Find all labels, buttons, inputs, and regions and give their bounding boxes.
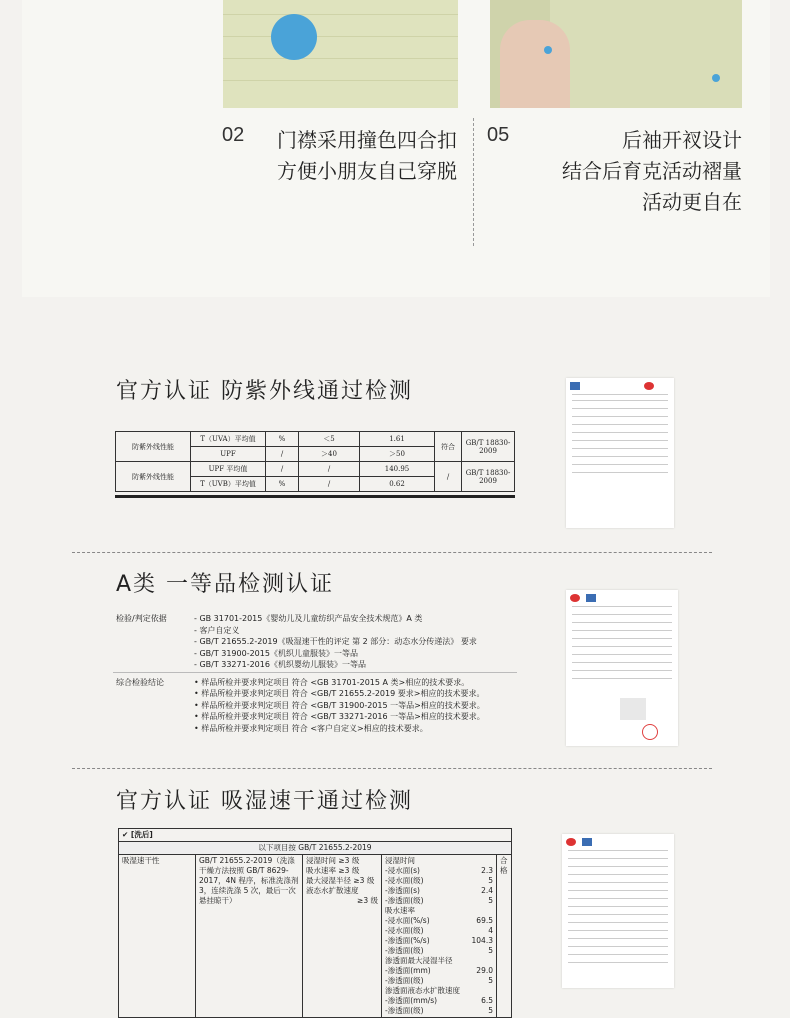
feature-caption-right-3: 活动更自在 [642,190,742,214]
uv-report-thumbnail [566,378,674,528]
feature-caption-left-1: 门襟采用撞色四合扣 [277,128,457,152]
result-value: 69.5 [476,916,493,925]
section-divider [72,552,712,553]
result-value: 2.4 [481,886,493,895]
result-label: -渗透面(s) [385,886,420,895]
grade-report-thumbnail [566,590,678,746]
seal-icon [642,724,658,740]
result-label: 渗透面最大浸湿半径 [385,956,453,965]
table-cell: GB/T 18830-2009 [462,462,515,492]
list-item: 吸水速率 ≥3 级 [306,866,360,875]
sleeve-photo [490,0,742,108]
quick-dry-report-thumbnail [562,834,674,988]
table-cell: UPF [191,447,266,462]
table-cell: / [266,447,299,462]
list-item: GB/T 21655.2-2019《吸湿速干性的评定 第 2 部分：动态水分传递法》 要求 [199,637,477,646]
table-cell: ＞40 [299,447,360,462]
table-cell: ＞50 [360,447,435,462]
section-divider [72,768,712,769]
table-cell: % [266,432,299,447]
result-value: 5 [488,896,493,905]
result-label: -渗透面(%/s) [385,936,430,945]
list-item: GB/T 31900-2015《机织儿童服装》一等品 [199,648,358,658]
feature-caption-right-1: 后袖开衩设计 [622,128,742,152]
result-value: 6.5 [481,996,493,1005]
table-cell: 防紫外线性能 [116,432,191,462]
list-item: 样品所检并要求判定项目 符合 <客户自定义>相应的技术要求。 [201,723,428,733]
result-label: -渗透面(级) [385,1006,424,1015]
snap-button-icon [544,46,552,54]
basis-label: 检验/判定依据 [116,614,167,623]
result-value: 4 [488,926,493,935]
requirements [303,855,382,1018]
table-cell: 符合 [435,432,462,462]
quick-dry-table [118,828,512,1018]
list-item: 液态水扩散速度 [306,886,359,895]
feature-divider [473,118,474,246]
result-label: -渗透面(mm/s) [385,996,438,1005]
result-label: -渗透面(mm) [385,966,431,975]
table-cell: 防紫外线性能 [116,462,191,492]
list-item: ≥3 级 [357,896,378,905]
result-label: 渗透面液态水扩散速度 [385,986,460,995]
conclusion-list: • 样品所检并要求判定项目 符合 <GB 31701-2015 A 类>相应的技术要求。 • 样品所检并要求判定项目 符合 <GB/T 21655.2-2019 要求>相应的技术要求。 • 样品所检并要求判定项目 符合 <GB/T 31900-2015 一等品>相应的技术要求。 • 样品所检并要求判定项目 符合 <GB/T 33271-2016 一等品>相应的技术要求。 • 样品所检并要求判定项目 符合 <客户自定义>相应的技术要求。 [194,677,485,733]
placket-photo [223,0,458,108]
snap-button-icon [271,14,317,60]
table-cell: ＜5 [299,432,360,447]
result-label: -浸水面(%/s) [385,916,430,925]
table-cell: UPF 平均值 [191,462,266,477]
section-title-quick-dry: 官方认证 吸湿速干通过检测 [116,789,413,814]
list-item: 样品所检并要求判定项目 符合 <GB/T 21655.2-2019 要求>相应的技术要求。 [201,689,485,698]
uv-test-table [115,431,515,492]
feature-number-right: 05 [487,124,510,146]
result-label: -浸水面(级) [385,926,424,935]
result-value: 104.3 [471,936,493,945]
result-value: 5 [488,976,493,985]
section-title-a-class: A类 一等品检测认证 [116,572,335,597]
list-item: 最大浸湿半径 ≥3 级 [306,876,375,885]
grade-test-table [113,612,517,735]
list-item: 样品所检并要求判定项目 符合 <GB/T 31900-2015 一等品>相应的技术要求。 [201,700,485,710]
table-cell: % [266,477,299,492]
table-cell: T（UVA）平均值 [191,432,266,447]
verdict: 合格 [497,855,512,1018]
snap-button-icon [712,74,720,82]
table-cell: / [435,462,462,492]
section-title-uv: 官方认证 防紫外线通过检测 [116,379,413,404]
result-value: 5 [488,946,493,955]
conclusion-label: 综合检验结论 [116,677,164,687]
result-value: 5 [488,876,493,885]
table-cell: 0.62 [360,477,435,492]
basis-list: - GB 31701-2015《婴幼儿及儿童纺织产品安全技术规范》A 类 - 客户自定义 - GB/T 21655.2-2019《吸湿速干性的评定 第 2 部分：动态水分传递法》 要求 - GB/T 31900-2015《机织儿童服装》一等品 - GB/T 33271-2016《机织婴幼儿服装》一等品 [194,614,477,669]
result-value: 29.0 [476,966,493,975]
list-item: 样品所检并要求判定项目 符合 <GB/T 33271-2016 一等品>相应的技术要求。 [201,712,485,721]
list-item: 浸湿时间 ≥3 级 [306,856,360,865]
list-item: 样品所检并要求判定项目 符合 <GB 31701-2015 A 类>相应的技术要求。 [201,677,470,687]
result-label: -浸水面(级) [385,876,424,885]
table-cell: 1.61 [360,432,435,447]
feature-caption-left-2: 方便小朋友自己穿脱 [277,159,457,183]
result-label: 浸湿时间 [385,856,415,865]
list-item: GB 31701-2015《婴幼儿及儿童纺织产品安全技术规范》A 类 [199,614,423,623]
result-value: 5 [488,1006,493,1015]
results [382,855,497,1018]
table-cell: / [299,462,360,477]
list-item: GB/T 33271-2016《机织婴幼儿服装》一等品 [199,660,366,669]
result-label: -渗透面(级) [385,946,424,955]
test-method: GB/T 21655.2-2019（洗涤干燥方法按照 GB/T 8629-2017，4N 程序，标准洗涤剂 3，连续洗涤 5 次，最后一次悬挂晾干） [196,855,303,1018]
feature-number-left: 02 [222,124,245,146]
table-cell: / [299,477,360,492]
result-label: -浸水面(s) [385,866,420,875]
list-item: 客户自定义 [199,625,240,635]
table-cell: T（UVB）平均值 [191,477,266,492]
result-label: -渗透面(级) [385,976,424,985]
table-cell: 140.95 [360,462,435,477]
feature-caption-right-2: 结合后育克活动褶量 [562,159,742,183]
table-tag: ✔ [洗后] [119,829,512,842]
table-header: 以下项目按 GB/T 21655.2-2019 [119,842,512,855]
result-label: 吸水速率 [385,906,415,915]
table-cell: / [266,462,299,477]
result-value: 2.3 [481,866,493,875]
test-item: 吸湿速干性 [119,855,196,1018]
table-cell: GB/T 18830-2009 [462,432,515,462]
result-label: -渗透面(级) [385,896,424,905]
